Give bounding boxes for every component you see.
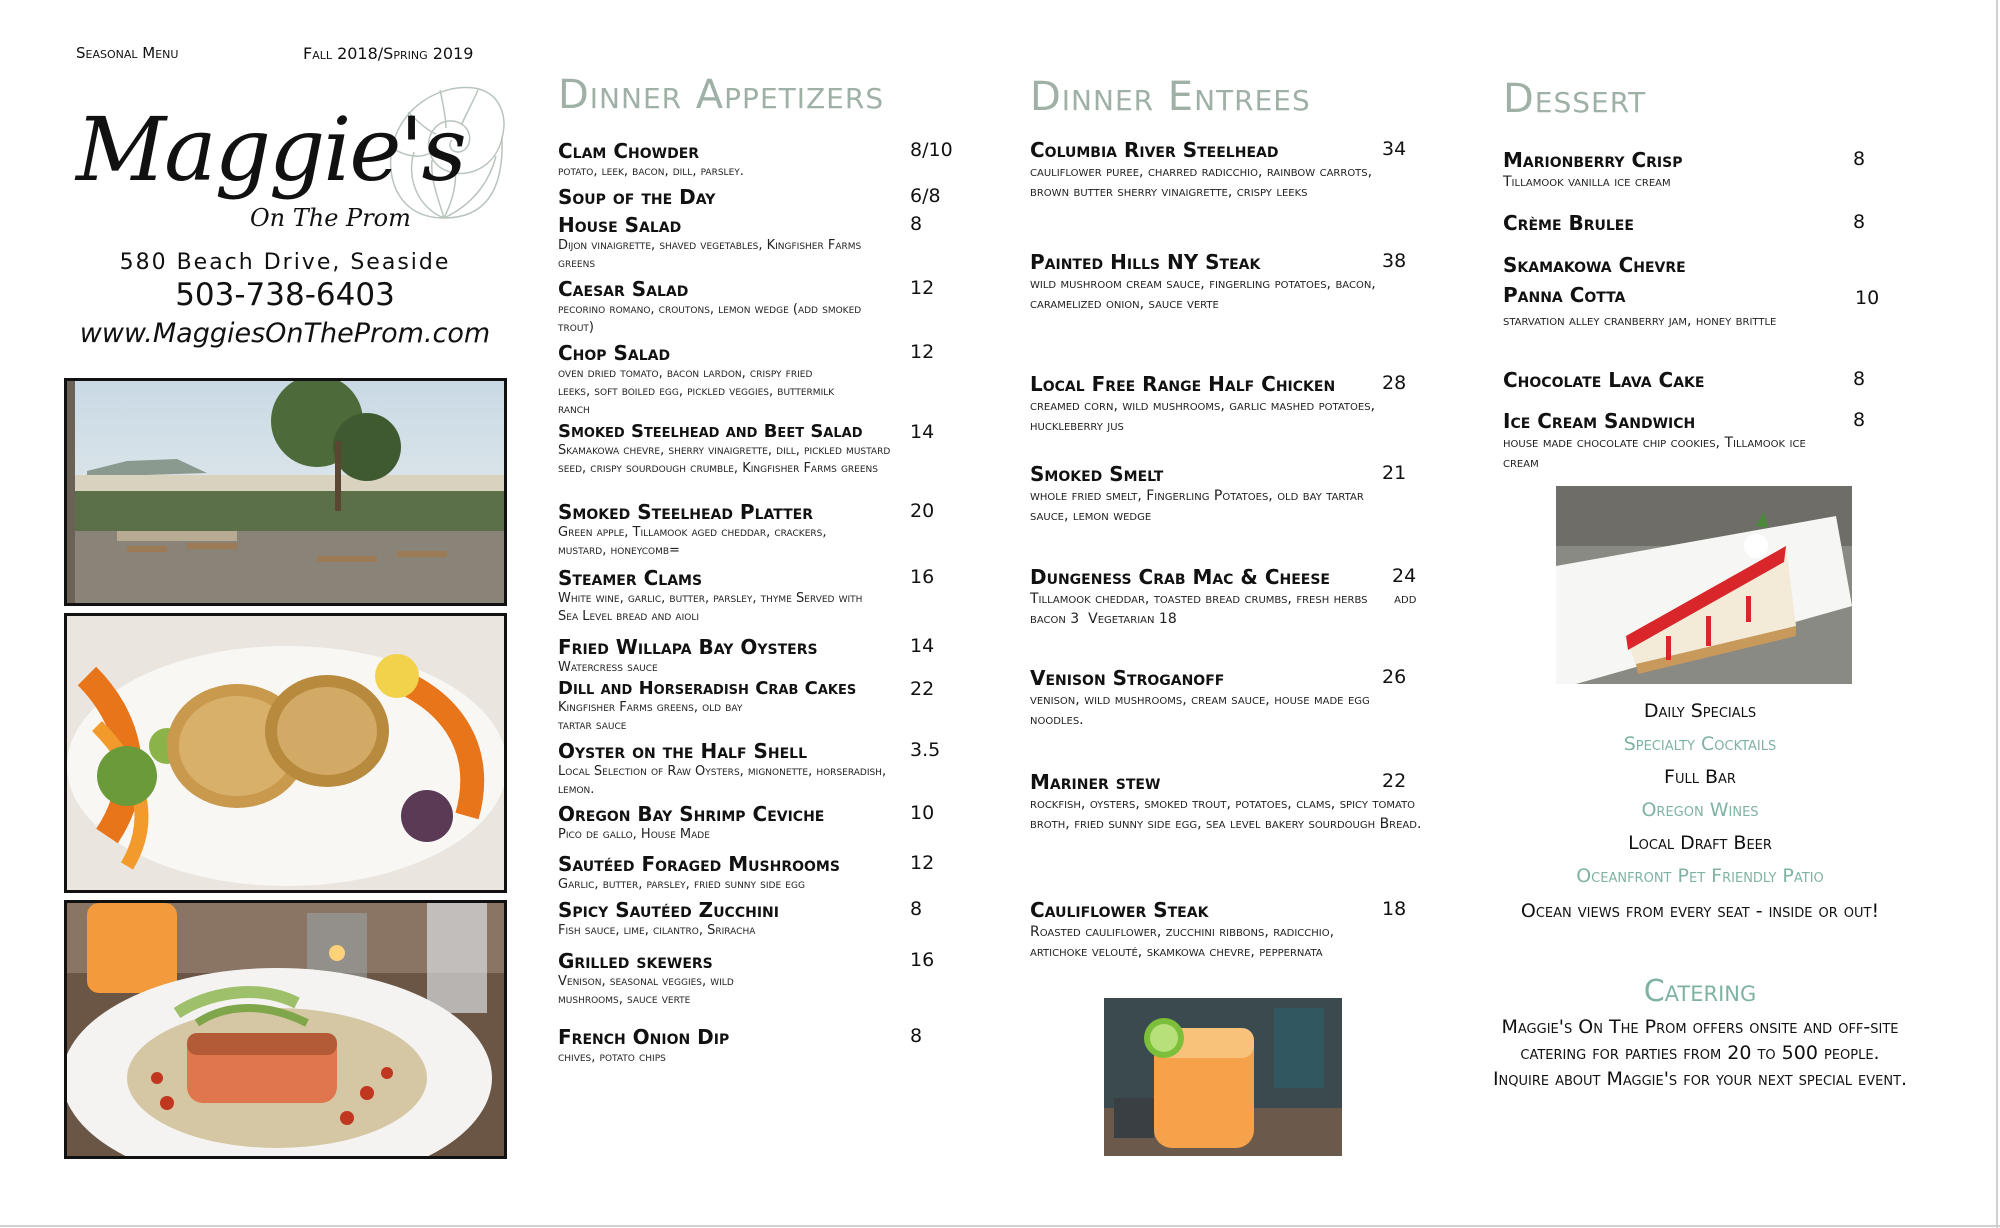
item-name: Smoked Steelhead and Beet Salad xyxy=(558,421,863,442)
item-price: 10 xyxy=(1855,287,1880,309)
item-name: Venison Stroganoff xyxy=(1030,666,1225,690)
item-description: Roasted cauliflower, zucchini ribbons, radicchio, artichoke velouté, skamkowa chevre, peppernata xyxy=(1030,924,1335,960)
item-description: starvation alley cranberry jam, honey brittle xyxy=(1503,313,1777,329)
catering-description: Maggie's On The Prom offers onsite and off-site catering for parties from 20 to 500 people. Inquire about Maggie's for your next special event. xyxy=(1492,1016,1908,1090)
item-price: 8/10 xyxy=(910,139,953,161)
item-name: Local Free Range Half Chicken xyxy=(1030,372,1336,396)
item-name: Crème Brulee xyxy=(1503,211,1634,235)
item-price: 10 xyxy=(910,802,935,824)
item-description: Dijon vinaigrette, shaved vegetables, Kingfisher Farms greens xyxy=(558,238,862,271)
item-name: Spicy Sautéed Zucchini xyxy=(558,898,779,922)
restaurant-phone[interactable]: 503-738-6403 xyxy=(175,277,395,313)
extra-full-bar: Full Bar xyxy=(1664,766,1736,788)
item-price: 12 xyxy=(910,852,935,874)
item-description: Fish sauce, lime, cilantro, Sriracha xyxy=(558,923,756,938)
item-price: 16 xyxy=(910,949,935,971)
item-description: cauliflower puree, charred radicchio, rainbow carrots, brown butter sherry vinaigrette, crispy leeks xyxy=(1030,164,1373,200)
logo-wordmark: Maggie's xyxy=(76,98,465,201)
item-price: 8 xyxy=(1853,409,1866,431)
item-name: Ice Cream Sandwich xyxy=(1503,409,1696,433)
item-description: Local Selection of Raw Oysters, mignonette, horseradish, lemon. xyxy=(558,764,887,797)
item-name: Dill and Horseradish Crab Cakes xyxy=(558,678,857,699)
item-name-line-2: Panna Cotta xyxy=(1503,283,1626,307)
item-description: creamed corn, wild mushrooms, garlic mashed potatoes, huckleberry jus xyxy=(1030,398,1375,434)
item-price: 14 xyxy=(910,635,935,657)
item-name: Cauliflower Steak xyxy=(1030,898,1209,922)
extra-daily-specials: Daily Specials xyxy=(1643,700,1757,722)
item-price: 8 xyxy=(910,898,923,920)
item-name: Chocolate Lava Cake xyxy=(1503,368,1705,392)
item-description: Garlic, butter, parsley, fried sunny side egg xyxy=(558,877,805,892)
season-label: Fall 2018/Spring 2019 xyxy=(303,44,474,63)
item-description: Venison, seasonal veggies, wild mushrooms, sauce verte xyxy=(558,974,734,1007)
item-name: Grilled skewers xyxy=(558,949,713,973)
item-name: Caesar Salad xyxy=(558,277,689,301)
restaurant-address: 580 Beach Drive, Seaside xyxy=(119,250,451,275)
item-price: 38 xyxy=(1382,250,1407,272)
item-name: Sautéed Foraged Mushrooms xyxy=(558,852,840,876)
item-price: 24 xyxy=(1392,565,1417,587)
item-name: Fried Willapa Bay Oysters xyxy=(558,635,818,659)
item-description: Green apple, Tillamook aged cheddar, crackers, mustard, honeycomb= xyxy=(558,525,827,558)
item-description: Skamakowa chevre, sherry vinaigrette, dill, pickled mustard seed, crispy sourdough crumble, Kingfisher Farms greens xyxy=(558,443,891,476)
item-price: 28 xyxy=(1382,372,1407,394)
page-bottom-edge xyxy=(0,1225,2000,1227)
item-price: 12 xyxy=(910,277,935,299)
item-description: Tillamook cheddar, toasted bread crumbs, fresh herbs add bacon 3 Vegetarian 18 xyxy=(1030,591,1421,627)
catering-heading: Catering xyxy=(1643,974,1757,1009)
extra-specialty-cocktails: Specialty Cocktails xyxy=(1623,733,1777,755)
extra-pet-friendly-patio: Oceanfront Pet Friendly Patio xyxy=(1576,865,1824,887)
item-name: Smoked Steelhead Platter xyxy=(558,500,814,524)
item-name: Marionberry Crisp xyxy=(1503,148,1683,172)
item-price: 8 xyxy=(1853,211,1866,233)
item-name: Dungeness Crab Mac & Cheese xyxy=(1030,565,1330,589)
entrees-heading: Dinner Entrees xyxy=(1030,74,1311,120)
item-name: Painted Hills NY Steak xyxy=(1030,250,1261,274)
item-description: house made chocolate chip cookies, Tillamook ice cream xyxy=(1503,435,1806,471)
item-price: 6/8 xyxy=(910,185,941,207)
item-price: 16 xyxy=(910,566,935,588)
item-description: Pico de gallo, House Made xyxy=(558,827,710,842)
dessert-heading: Dessert xyxy=(1503,76,1647,122)
item-description: whole fried smelt, Fingerling Potatoes, old bay tartar sauce, lemon wedge xyxy=(1030,488,1364,524)
item-price: 34 xyxy=(1382,138,1407,160)
item-price: 3.5 xyxy=(910,739,941,761)
item-name: Smoked Smelt xyxy=(1030,462,1164,486)
restaurant-website[interactable]: www.MaggiesOnTheProm.com xyxy=(79,318,491,349)
item-price: 26 xyxy=(1382,666,1407,688)
page-right-edge xyxy=(1996,0,1998,1228)
item-description: venison, wild mushrooms, cream sauce, house made egg noodles. xyxy=(1030,692,1370,728)
item-name: Skamakowa Chevre xyxy=(1503,253,1686,277)
item-name: House Salad xyxy=(558,213,682,237)
item-name: French Onion Dip xyxy=(558,1025,730,1049)
item-name: Oyster on the Half Shell xyxy=(558,739,807,763)
item-price: 22 xyxy=(910,678,935,700)
item-price: 14 xyxy=(910,421,935,443)
item-name: Clam Chowder xyxy=(558,139,700,163)
item-price: 8 xyxy=(1853,368,1866,390)
extra-local-draft-beer: Local Draft Beer xyxy=(1628,832,1772,854)
item-price: 22 xyxy=(1382,770,1407,792)
item-description: wild mushroom cream sauce, fingerling potatoes, bacon, caramelized onion, sauce verte xyxy=(1030,276,1376,312)
item-description: oven dried tomato, bacon lardon, crispy fried leeks, soft boiled egg, pickled veggies, buttermilk ranch xyxy=(558,366,835,417)
item-description: Tillamook vanilla ice cream xyxy=(1503,174,1671,190)
item-description: Kingfisher Farms greens, old bay tartar sauce xyxy=(558,700,743,733)
item-price: 18 xyxy=(1382,898,1407,920)
extra-oregon-wines: Oregon Wines xyxy=(1641,799,1759,821)
item-description: chives, potato chips xyxy=(558,1050,666,1065)
item-name: Chop Salad xyxy=(558,341,671,365)
item-price: 8 xyxy=(910,213,923,235)
item-name: Oregon Bay Shrimp Ceviche xyxy=(558,802,825,826)
item-name: Mariner stew xyxy=(1030,770,1161,794)
item-price: 12 xyxy=(910,341,935,363)
item-name: Soup of the Day xyxy=(558,185,716,209)
item-name: Steamer Clams xyxy=(558,566,703,590)
item-description: pecorino romano, croutons, lemon wedge (add smoked trout) xyxy=(558,302,862,335)
extra-ocean-views: Ocean views from every seat - inside or out! xyxy=(1520,900,1880,922)
appetizers-heading: Dinner Appetizers xyxy=(558,72,885,118)
item-description: potato, leek, bacon, dill, parsley. xyxy=(558,164,744,179)
item-description: White wine, garlic, butter, parsley, thyme Served with Sea Level bread and aioli xyxy=(558,591,863,624)
item-name: Columbia River Steelhead xyxy=(1030,138,1279,162)
item-description: Watercress sauce xyxy=(558,660,658,675)
item-price: 20 xyxy=(910,500,935,522)
logo-subtitle: On The Prom xyxy=(250,204,411,232)
item-price: 21 xyxy=(1382,462,1407,484)
item-price: 8 xyxy=(1853,148,1866,170)
item-description: rockfish, oysters, smoked trout, potatoes, clams, spicy tomato broth, fried sunny side egg, sea level bakery sourdough Bread. xyxy=(1030,796,1422,832)
item-price: 8 xyxy=(910,1025,923,1047)
seasonal-menu-label: Seasonal Menu xyxy=(76,44,179,62)
